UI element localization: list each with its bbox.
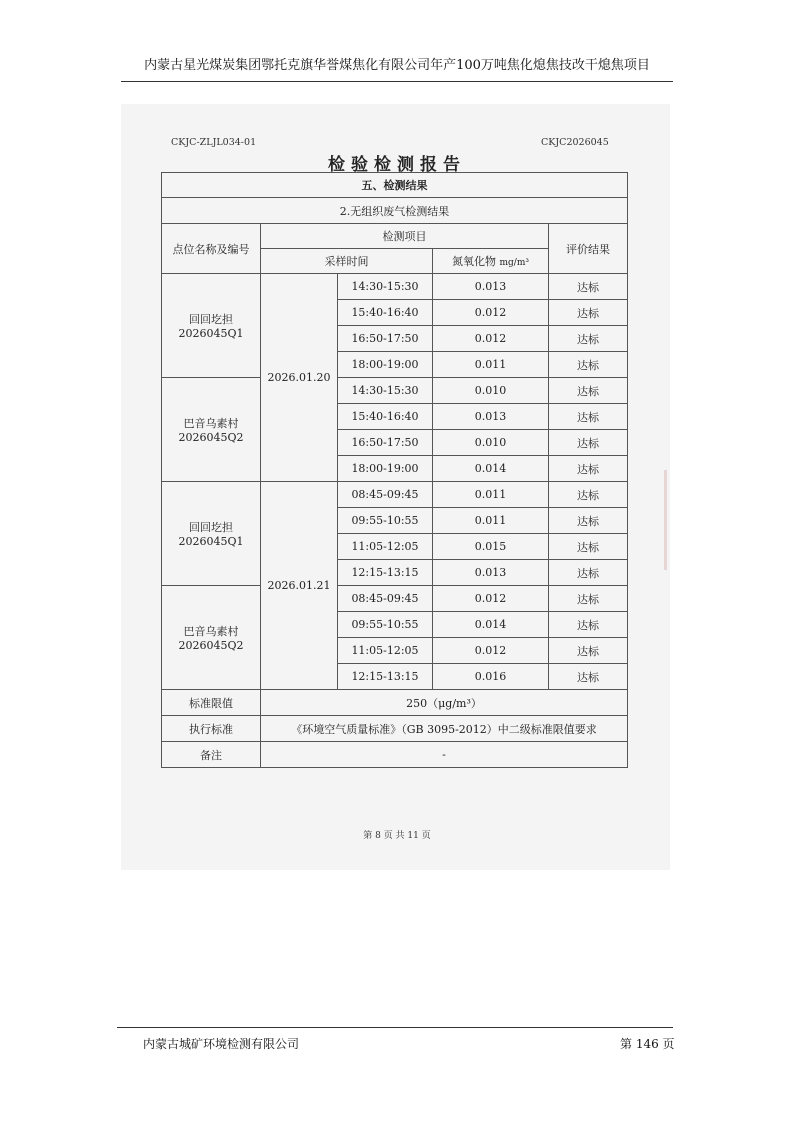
subsection-row bbox=[162, 198, 628, 224]
col-header-evaluation: 评价结果 bbox=[549, 224, 628, 274]
nox-unit: mg/m³ bbox=[499, 258, 529, 268]
evaluation-result: 达标 bbox=[549, 326, 628, 352]
subsection-title: 2.无组织废气检测结果 bbox=[162, 198, 628, 224]
footer-company: 内蒙古城矿环境检测有限公司 bbox=[143, 1037, 300, 1051]
evaluation-result: 达标 bbox=[549, 560, 628, 586]
sampling-time: 12:15-13:15 bbox=[338, 560, 433, 586]
form-code: CKJC-ZLJL034-01 bbox=[171, 137, 257, 148]
header-row-1 bbox=[162, 224, 628, 249]
footer-row bbox=[162, 716, 628, 742]
header-divider bbox=[121, 81, 673, 82]
evaluation-result: 达标 bbox=[549, 508, 628, 534]
sampling-time: 16:50-17:50 bbox=[338, 430, 433, 456]
point-name: 回回圪担 bbox=[189, 521, 233, 534]
evaluation-result: 达标 bbox=[549, 300, 628, 326]
col-header-time: 采样时间 bbox=[261, 249, 433, 274]
table-row bbox=[162, 274, 628, 300]
sampling-time: 11:05-12:05 bbox=[338, 534, 433, 560]
nox-value: 0.011 bbox=[433, 508, 549, 534]
point-code: 2026045Q1 bbox=[178, 327, 244, 340]
table-row bbox=[162, 482, 628, 508]
evaluation-result: 达标 bbox=[549, 612, 628, 638]
point-name: 巴音乌素村 bbox=[183, 417, 239, 430]
nox-value: 0.010 bbox=[433, 430, 549, 456]
sampling-time: 09:55-10:55 bbox=[338, 508, 433, 534]
point-code: 2026045Q2 bbox=[178, 431, 244, 444]
sampling-time: 15:40-16:40 bbox=[338, 404, 433, 430]
scan-edge-mark bbox=[664, 470, 667, 570]
nox-value: 0.012 bbox=[433, 638, 549, 664]
sampling-date: 2026.01.20 bbox=[261, 274, 338, 482]
evaluation-result: 达标 bbox=[549, 352, 628, 378]
nox-value: 0.012 bbox=[433, 300, 549, 326]
point-cell bbox=[162, 482, 261, 586]
evaluation-result: 达标 bbox=[549, 456, 628, 482]
nox-value: 0.015 bbox=[433, 534, 549, 560]
sampling-time: 15:40-16:40 bbox=[338, 300, 433, 326]
point-cell bbox=[162, 378, 261, 482]
sampling-time: 18:00-19:00 bbox=[338, 352, 433, 378]
col-header-items: 检测项目 bbox=[261, 224, 549, 249]
results-table bbox=[161, 172, 628, 768]
footer-row bbox=[162, 742, 628, 768]
nox-value: 0.013 bbox=[433, 560, 549, 586]
sampling-time: 16:50-17:50 bbox=[338, 326, 433, 352]
nox-value: 0.012 bbox=[433, 586, 549, 612]
report-number: CKJC2026045 bbox=[541, 137, 609, 148]
section-row bbox=[162, 173, 628, 198]
sampling-time: 11:05-12:05 bbox=[338, 638, 433, 664]
nox-value: 0.010 bbox=[433, 378, 549, 404]
standard-label: 执行标准 bbox=[162, 716, 261, 742]
footer-row bbox=[162, 690, 628, 716]
remark-value: - bbox=[261, 742, 628, 768]
evaluation-result: 达标 bbox=[549, 638, 628, 664]
nox-value: 0.011 bbox=[433, 352, 549, 378]
evaluation-result: 达标 bbox=[549, 404, 628, 430]
page-header-title: 内蒙古星光煤炭集团鄂托克旗华誉煤焦化有限公司年产100万吨焦化熄焦技改干熄焦项目 bbox=[144, 58, 650, 73]
evaluation-result: 达标 bbox=[549, 534, 628, 560]
point-code: 2026045Q1 bbox=[178, 535, 244, 548]
evaluation-result: 达标 bbox=[549, 586, 628, 612]
col-header-point: 点位名称及编号 bbox=[162, 224, 261, 274]
nox-value: 0.012 bbox=[433, 326, 549, 352]
nox-label: 氮氧化物 bbox=[452, 255, 496, 268]
col-header-nox bbox=[433, 249, 549, 274]
report-title: 检验检测报告 bbox=[328, 155, 466, 175]
nox-value: 0.014 bbox=[433, 456, 549, 482]
sampling-time: 08:45-09:45 bbox=[338, 482, 433, 508]
limit-label: 标准限值 bbox=[162, 690, 261, 716]
nox-value: 0.011 bbox=[433, 482, 549, 508]
footer-divider bbox=[117, 1027, 673, 1028]
nox-value: 0.014 bbox=[433, 612, 549, 638]
point-name: 回回圪担 bbox=[189, 313, 233, 326]
sampling-date: 2026.01.21 bbox=[261, 482, 338, 690]
sampling-time: 08:45-09:45 bbox=[338, 586, 433, 612]
point-cell bbox=[162, 274, 261, 378]
nox-value: 0.013 bbox=[433, 274, 549, 300]
evaluation-result: 达标 bbox=[549, 664, 628, 690]
table-row bbox=[162, 378, 628, 404]
sampling-time: 09:55-10:55 bbox=[338, 612, 433, 638]
section-title: 五、检测结果 bbox=[162, 173, 628, 198]
evaluation-result: 达标 bbox=[549, 274, 628, 300]
point-cell bbox=[162, 586, 261, 690]
evaluation-result: 达标 bbox=[549, 482, 628, 508]
sampling-time: 12:15-13:15 bbox=[338, 664, 433, 690]
sampling-time: 14:30-15:30 bbox=[338, 378, 433, 404]
nox-value: 0.013 bbox=[433, 404, 549, 430]
evaluation-result: 达标 bbox=[549, 378, 628, 404]
standard-value: 《环境空气质量标准》（GB 3095-2012）中二级标准限值要求 bbox=[261, 716, 628, 742]
sampling-time: 14:30-15:30 bbox=[338, 274, 433, 300]
evaluation-result: 达标 bbox=[549, 430, 628, 456]
nox-value: 0.016 bbox=[433, 664, 549, 690]
sampling-time: 18:00-19:00 bbox=[338, 456, 433, 482]
remark-label: 备注 bbox=[162, 742, 261, 768]
point-name: 巴音乌素村 bbox=[183, 625, 239, 638]
footer-page-number: 第 146 页 bbox=[620, 1037, 675, 1051]
table-row bbox=[162, 586, 628, 612]
report-page-number: 第 8 页 共 11 页 bbox=[363, 831, 431, 841]
limit-value: 250（μg/m³） bbox=[261, 690, 628, 716]
point-code: 2026045Q2 bbox=[178, 639, 244, 652]
